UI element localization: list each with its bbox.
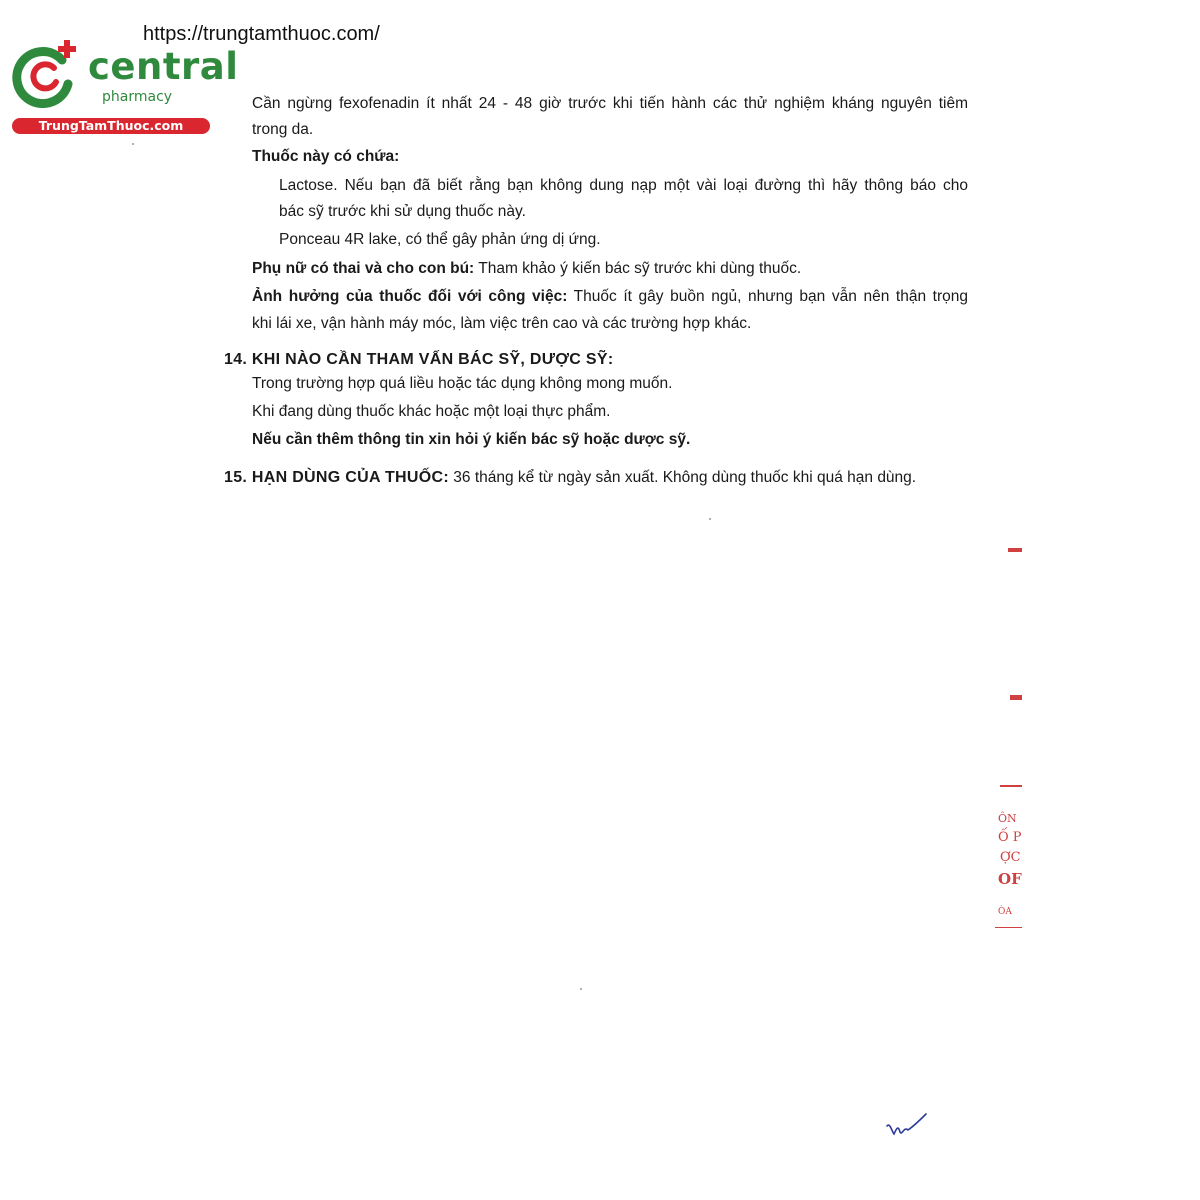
section-15-text: 36 tháng kể từ ngày sản xuất. Không dùng thuốc khi quá hạn dùng. (448, 469, 917, 486)
handwritten-initials-signature (884, 1112, 928, 1142)
section-15-paragraph (224, 468, 916, 488)
source-url[interactable]: https://trungtamthuoc.com/ (143, 23, 380, 45)
work-effect-label: Ảnh hưởng của thuốc đối với công việc: (252, 288, 568, 305)
pregnancy-text: Tham khảo ý kiến bác sỹ trước khi dùng thuốc. (474, 260, 802, 277)
lactose-line-2: bác sỹ trước khi sử dụng thuốc này. (279, 203, 526, 220)
section-14-heading: 14. KHI NÀO CẦN THAM VẤN BÁC SỸ, DƯỢC SỸ: (224, 351, 614, 368)
work-effect-line-1 (252, 287, 968, 307)
contains-heading: Thuốc này có chứa: (252, 148, 400, 165)
lactose-line-1: Lactose. Nếu bạn đã biết rằng bạn không dung nạp một vài loại đường thì hãy thông báo cho (279, 177, 968, 194)
section-14-line-3: Nếu cần thêm thông tin xin hỏi ý kiến bác sỹ hoặc dược sỹ. (252, 431, 691, 448)
pregnancy-label: Phụ nữ có thai và cho con bú: (252, 260, 475, 277)
scan-speck (580, 988, 582, 990)
logo-wordmark: central (88, 45, 239, 88)
logo-banner: TrungTamThuoc.com (12, 118, 210, 134)
pregnancy-paragraph (252, 259, 801, 279)
section-14-line-2: Khi đang dùng thuốc khác hoặc một loại thực phẩm. (252, 403, 611, 420)
stamp-fragment-4: OF (998, 870, 1022, 888)
scan-speck (709, 518, 711, 520)
stamp-fragment-3: ỢC (1000, 850, 1021, 865)
paragraph-fexofenadin-line-1: Cần ngừng fexofenadin ít nhất 24 - 48 giờ trước khi tiến hành các thử nghiệm kháng nguyên tiêm (252, 95, 968, 112)
section-14-line-1: Trong trường hợp quá liều hoặc tác dụng không mong muốn. (252, 375, 673, 392)
stamp-fragment-1: ÔN (998, 812, 1017, 825)
section-15-label: 15. HẠN DÙNG CỦA THUỐC: (224, 469, 449, 486)
ponceau-line: Ponceau 4R lake, có thể gây phản ứng dị ứng. (279, 231, 601, 248)
stamp-fragment-5: ÒA (998, 907, 1012, 917)
stamp-fragment-2: Ố P (998, 830, 1022, 845)
logo-subtitle: pharmacy (102, 89, 173, 105)
work-effect-line-2: khi lái xe, vận hành máy móc, làm việc trên cao và các trường hợp khác. (252, 315, 752, 332)
paragraph-fexofenadin-line-2: trong da. (252, 121, 314, 138)
scan-speck (132, 143, 134, 145)
work-effect-text-1: Thuốc ít gây buồn ngủ, nhưng bạn vẫn nên thận trọng (567, 288, 968, 305)
